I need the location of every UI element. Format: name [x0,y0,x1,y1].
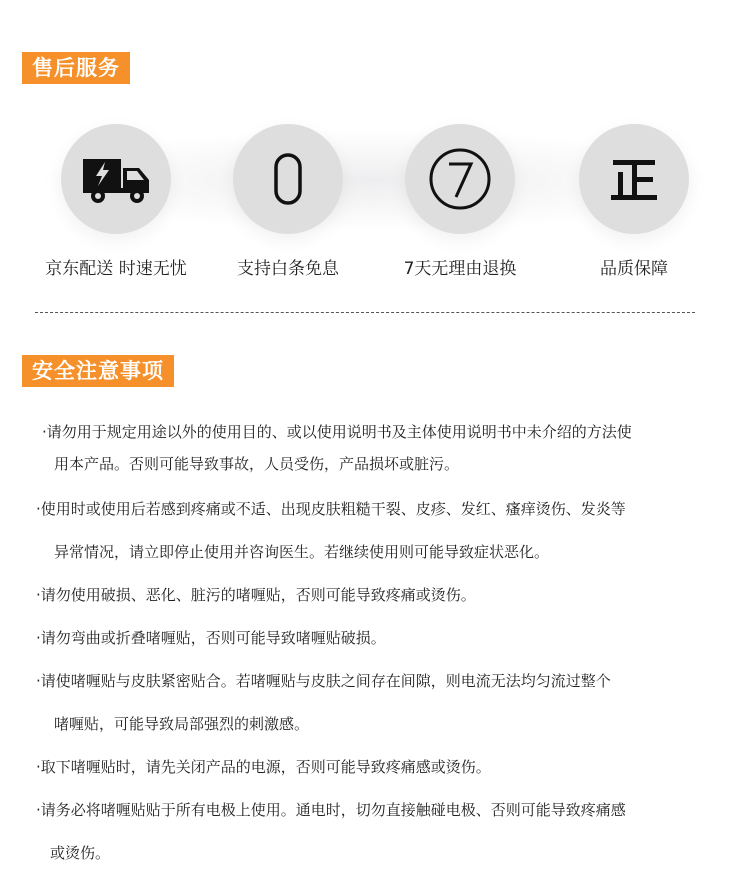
safety-notes [36,416,726,875]
seven-circle-icon [405,124,515,234]
delivery-circle [61,124,171,234]
safety-note-4 [36,617,726,660]
safety-note-7-line1: ·请务必将啫喱贴贴于所有电极上使用。通电时，切勿直接触碰电极、否则可能导致疼痛感 [36,801,626,819]
safety-note-6-line1: ·取下啫喱贴时，请先关闭产品的电源，否则可能导致疼痛感或烫伤。 [36,758,491,776]
section-divider [35,312,695,313]
safety-note-2-line1: ·使用时或使用后若感到疼痛或不适、出现皮肤粗糙干裂、皮疹、发红、瘙痒烫伤、发炎等 [36,500,626,518]
safety-note-1-line2: 用本产品。否则可能导致事故，人员受伤，产品损坏或脏污。 [54,455,460,473]
service-item-quality [554,124,714,279]
safety-note-1 [36,416,726,480]
safety-note-5-line1: ·请使啫喱贴与皮肤紧密贴合。若啫喱贴与皮肤之间存在间隙，则电流无法均匀流过整个 [36,672,611,690]
service-label-baitiao: 支持白条免息 [237,259,339,279]
safety-note-6 [36,746,726,789]
zheng-genuine-icon [579,124,689,234]
safety-title: 安全注意事项 [22,355,174,387]
safety-note-2 [36,488,726,574]
zheng-circle [579,124,689,234]
safety-note-7-line2: 或烫伤。 [50,844,111,862]
safety-note-3 [36,574,726,617]
safety-note-3-line1: ·请勿使用破损、恶化、脏污的啫喱贴，否则可能导致疼痛或烫伤。 [36,586,476,604]
safety-note-1-line1: ·请勿用于规定用途以外的使用目的、或以使用说明书及主体使用说明书中未介绍的方法使 [42,423,632,441]
service-item-baitiao [208,124,368,279]
service-item-return [380,124,540,279]
safety-note-4-line1: ·请勿弯曲或折叠啫喱贴，否则可能导致啫喱贴破损。 [36,629,386,647]
zero-circle [233,124,343,234]
safety-note-2-line2: 异常情况，请立即停止使用并咨询医生。若继续使用则可能导致症状恶化。 [54,543,550,561]
service-label-delivery: 京东配送 时速无忧 [45,259,187,279]
service-label-return: 7天无理由退换 [403,259,517,279]
zero-icon [233,124,343,234]
safety-note-7 [36,789,726,875]
safety-note-5-line2: 啫喱贴，可能导致局部强烈的刺激感。 [54,715,310,733]
delivery-truck-icon [61,124,171,234]
seven-circle [405,124,515,234]
safety-note-5 [36,660,726,746]
service-label-quality: 品质保障 [600,259,668,279]
after-sales-title: 售后服务 [22,52,130,84]
service-item-delivery [36,124,196,279]
